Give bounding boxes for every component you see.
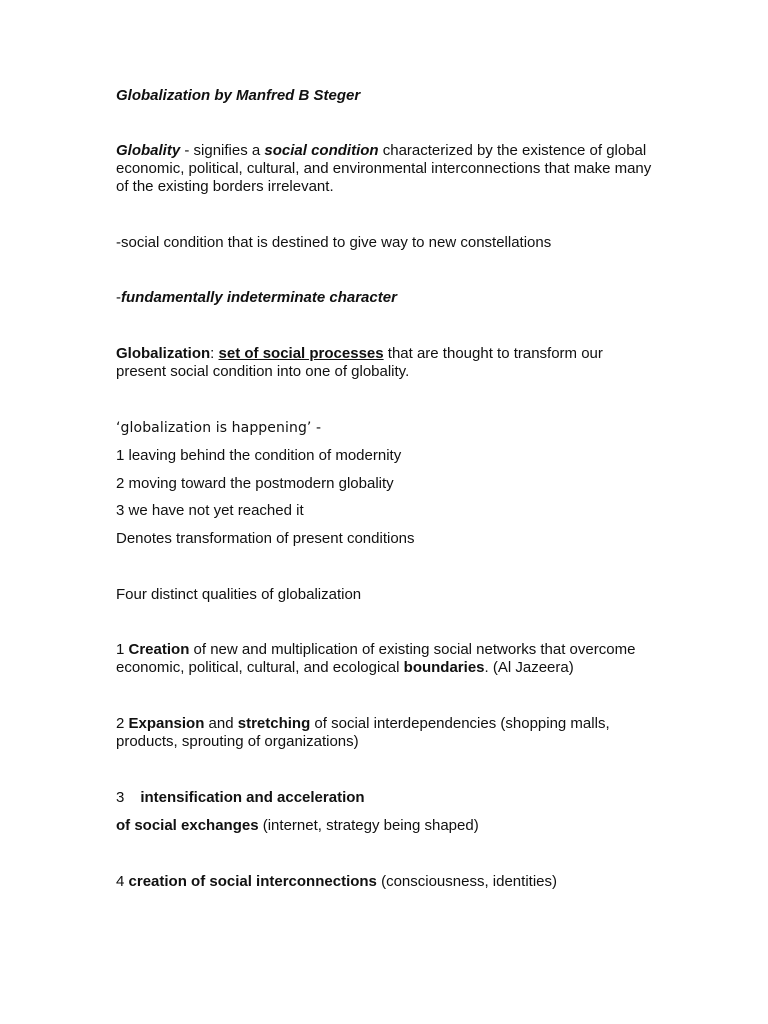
step-item: 2 moving toward the postmodern globality	[116, 475, 394, 492]
quality-keyword: Creation	[128, 641, 190, 658]
note-dash: -	[116, 289, 121, 306]
quality-text: of social interdependencies (shopping malls, products, sprouting of organizations)	[116, 715, 610, 750]
quality-text: . (Al Jazeera)	[484, 659, 574, 676]
quality-3-heading	[116, 789, 656, 807]
quality-keyword: of social exchanges	[116, 817, 259, 834]
document-title: Globalization by Manfred B Steger	[116, 87, 361, 104]
social-processes-underlined: set of social processes	[218, 345, 384, 362]
globality-term: Globality	[116, 142, 181, 159]
quality-number: 2	[116, 715, 129, 732]
note-indeterminate	[116, 289, 656, 307]
quality-text: (consciousness, identities)	[376, 873, 557, 890]
globality-definition	[116, 142, 656, 196]
quality-1	[116, 641, 656, 677]
globalization-happening: ‘globalization is happening’ -	[116, 420, 322, 436]
step-item: 1 leaving behind the condition of modernity	[116, 447, 402, 464]
quality-3-continuation	[116, 817, 656, 835]
note-social-condition: -social condition that is destined to give way to new constellations	[116, 234, 552, 251]
quality-keyword: boundaries	[403, 659, 485, 676]
quality-number: 4	[116, 873, 129, 890]
step-item: 3 we have not yet reached it	[116, 502, 304, 519]
quality-text: of new and multiplication of existing social networks that overcome economic, political, cultural, and ecological	[116, 641, 636, 676]
quality-2	[116, 715, 656, 751]
quality-4	[116, 873, 656, 891]
globalization-colon: :	[210, 345, 219, 362]
note-indeterminate-text: fundamentally indeterminate character	[121, 289, 397, 306]
globalization-rest: that are thought to transform our present social condition into one of globality.	[116, 345, 603, 380]
quality-keyword: intensification and acceleration	[140, 789, 365, 806]
quality-keyword: Expansion	[128, 715, 205, 732]
globalization-definition	[116, 345, 656, 381]
globality-rest: characterized by the existence of global economic, political, cultural, and environmental interconnections that make many of the existing borders irrelevant.	[116, 142, 652, 195]
social-condition-emphasis: social condition	[264, 142, 379, 159]
step-item: Denotes transformation of present conditions	[116, 530, 415, 547]
quality-number: 1	[116, 641, 129, 658]
globality-sep: - signifies a	[180, 142, 265, 159]
qualities-heading: Four distinct qualities of globalization	[116, 586, 362, 603]
quality-text: (internet, strategy being shaped)	[258, 817, 479, 834]
quality-keyword: stretching	[237, 715, 311, 732]
quality-number: 3	[116, 789, 125, 806]
quality-keyword: creation of social interconnections	[128, 873, 377, 890]
quality-text: and	[204, 715, 238, 732]
globalization-term: Globalization	[116, 345, 211, 362]
